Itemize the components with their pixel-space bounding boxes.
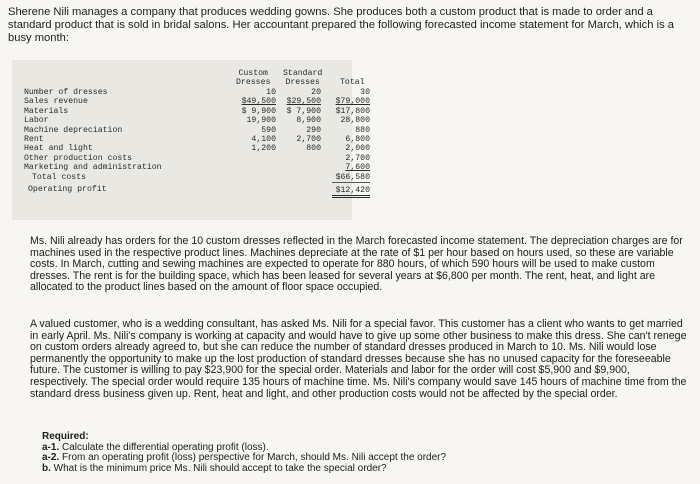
required-section (42, 432, 446, 474)
cell: 28,800 (340, 116, 370, 126)
row-label: Heat and light (24, 144, 93, 154)
cell: 590 (261, 125, 276, 135)
cell: 2,000 (345, 144, 370, 154)
row-label: Marketing and administration (24, 163, 162, 173)
standard-column (283, 88, 321, 154)
row-label: Labor (24, 116, 49, 126)
row-label: Other production costs (24, 153, 133, 163)
row-label: Materials (24, 106, 69, 116)
standard-header (283, 69, 322, 88)
cell: 4,100 (251, 134, 276, 144)
cell: 20 (311, 88, 321, 97)
row-label: Operating profit (28, 184, 107, 194)
intro-text: Sherene Nili manages a company that produces wedding gowns. She produces both a custom product that is made to order and a standard product that is sold in bridal salons. Her accountant prepared the following forecasted income statement for March, which is a busy month: (8, 6, 675, 44)
cell: 19,900 (246, 116, 276, 126)
cell: $29,500 (286, 97, 321, 107)
cell: 8,900 (296, 116, 321, 126)
cell: $ 9,900 (241, 106, 276, 116)
cell: 290 (306, 125, 321, 135)
cell: 1,200 (251, 144, 276, 154)
cell: 2,700 (296, 134, 321, 144)
row-label: Total costs (32, 172, 87, 182)
cell: 30 (360, 88, 370, 97)
cell: 2,700 (345, 153, 370, 163)
cell: $66,580 (332, 173, 370, 183)
cell: $79,000 (335, 97, 370, 107)
row-labels (24, 88, 162, 194)
cell: 7,600 (345, 163, 370, 173)
row-label: Machine depreciation (24, 125, 123, 135)
paragraph-1: Ms. Nili already has orders for the 10 custom dresses reflected in the March forecasted income statement. The depreciation charges are for machines used in the respective product lines. Machines depreciate at the rate of $1 per hour based on hours used, so these are variable costs. In March, cutting and sewing machines are expected to operate for 880 hours, of which 590 hours will be used to make custom dresses. The rent is for the building space, which has been leased for several years at $6,800 per month. The rent, heat, and light are allocated to the product lines based on the amount of floor space occupied. (30, 235, 683, 294)
question-a1: a-1. Calculate the differential operating profit (loss). (42, 441, 269, 453)
cell: 6,800 (345, 134, 370, 144)
row-label: Number of dresses (24, 88, 108, 97)
standard-header-line2: Dresses (285, 78, 320, 88)
cell: $49,500 (241, 97, 276, 107)
cell: $ 7,900 (286, 106, 321, 116)
standard-header-line1: Standard (283, 69, 323, 78)
custom-header-line1: Custom (238, 69, 268, 78)
cell: 880 (355, 125, 370, 135)
required-title: Required: (42, 431, 89, 442)
row-label: Rent (24, 134, 44, 144)
custom-header (236, 69, 270, 88)
cell: $12,420 (332, 186, 370, 198)
total-column (332, 88, 370, 198)
paragraph-2: A valued customer, who is a wedding consultant, has asked Ms. Nili for a special favor. This customer has a client who wants to get married in early April. Ms. Nili's company is working at capacity and would have to give up some other business to make this dress. She can't renege on custom orders already agreed to, but she can reduce the number of standard dresses produced in March to 10. Ms. Nili would lose permanently the opportunity to make up the lost production of standard dresses because she has no unused capacity for the foreseeable future. The customer is willing to pay $23,900 for the special order. Materials and labor for the order will cost $5,900 and $9,900, respectively. The special order would require 135 hours of machine time. Ms. Nili's company would save 145 hours of machine time from the standard dress business given up. Rent, heat and light, and other production costs would not be affected by the special order. (30, 318, 687, 400)
cell: 10 (266, 88, 276, 97)
question-b: b. What is the minimum price Ms. Nili should accept to take the special order? (42, 462, 387, 474)
total-header: Total (340, 78, 365, 87)
cell: 800 (306, 144, 321, 154)
custom-header-line2: Dresses (236, 78, 271, 88)
row-label: Sales revenue (24, 97, 88, 107)
cell: $17,800 (335, 106, 370, 116)
question-a2: a-2. From an operating profit (loss) perspective for March, should Ms. Nili accept the order? (42, 452, 447, 464)
custom-column (240, 88, 276, 154)
